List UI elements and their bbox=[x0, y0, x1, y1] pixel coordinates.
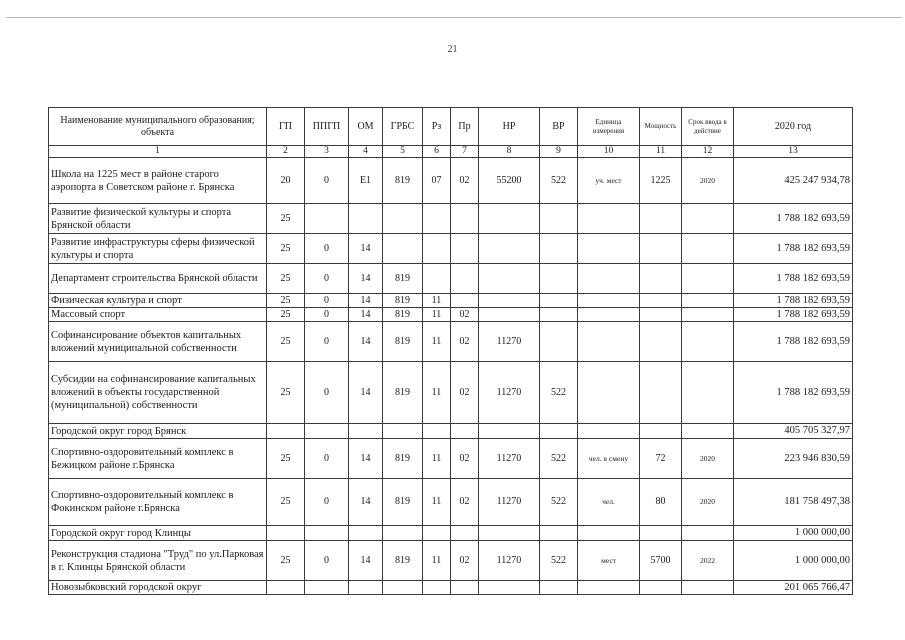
table-cell bbox=[267, 424, 305, 439]
table-cell bbox=[451, 234, 479, 264]
column-number-cell: 4 bbox=[349, 146, 383, 158]
header-cell: ГП bbox=[267, 108, 305, 146]
table-cell: 0 bbox=[305, 234, 349, 264]
table-cell bbox=[451, 264, 479, 294]
header-cell: ВР bbox=[540, 108, 578, 146]
table-cell bbox=[349, 581, 383, 595]
table-cell: 819 bbox=[383, 294, 423, 308]
table-cell: 522 bbox=[540, 158, 578, 204]
table-cell: 0 bbox=[305, 439, 349, 479]
table-cell: 80 bbox=[640, 479, 682, 526]
table-cell: 20 bbox=[267, 158, 305, 204]
table-cell bbox=[640, 526, 682, 541]
table-cell: 14 bbox=[349, 362, 383, 424]
table-cell: 25 bbox=[267, 234, 305, 264]
table-cell bbox=[682, 424, 734, 439]
table-cell bbox=[640, 234, 682, 264]
table-cell bbox=[640, 322, 682, 362]
table-cell bbox=[383, 204, 423, 234]
table-cell bbox=[451, 424, 479, 439]
table-cell: 5700 bbox=[640, 541, 682, 581]
header-cell: ГРБС bbox=[383, 108, 423, 146]
table-cell bbox=[479, 526, 540, 541]
table-cell bbox=[640, 294, 682, 308]
table-cell: 522 bbox=[540, 362, 578, 424]
table-cell bbox=[578, 204, 640, 234]
column-number-cell: 3 bbox=[305, 146, 349, 158]
table-cell: 819 bbox=[383, 479, 423, 526]
column-number-cell: 1 bbox=[49, 146, 267, 158]
table-cell bbox=[682, 264, 734, 294]
object-name-cell: Городской округ город Брянск bbox=[49, 424, 267, 439]
table-cell bbox=[578, 322, 640, 362]
table-cell bbox=[479, 264, 540, 294]
table-cell bbox=[305, 204, 349, 234]
table-cell: 55200 bbox=[479, 158, 540, 204]
table-cell bbox=[423, 424, 451, 439]
table-cell: 0 bbox=[305, 294, 349, 308]
table-cell: 25 bbox=[267, 308, 305, 322]
table-cell: 11 bbox=[423, 362, 451, 424]
amount-cell: 223 946 830,59 bbox=[734, 439, 853, 479]
table-cell bbox=[305, 424, 349, 439]
amount-cell: 1 788 182 693,59 bbox=[734, 322, 853, 362]
table-cell bbox=[451, 294, 479, 308]
table-row bbox=[49, 234, 853, 264]
table-cell: 25 bbox=[267, 322, 305, 362]
table-body bbox=[49, 158, 853, 595]
object-name-cell: Городской округ город Клинцы bbox=[49, 526, 267, 541]
table-cell bbox=[578, 581, 640, 595]
table-cell: 11 bbox=[423, 322, 451, 362]
budget-table bbox=[48, 107, 853, 595]
table-cell bbox=[540, 424, 578, 439]
table-cell: 522 bbox=[540, 541, 578, 581]
table-cell bbox=[267, 526, 305, 541]
table-row bbox=[49, 264, 853, 294]
table-cell: 0 bbox=[305, 541, 349, 581]
table-cell bbox=[383, 424, 423, 439]
table-cell bbox=[423, 234, 451, 264]
table-cell: 11270 bbox=[479, 439, 540, 479]
table-cell: 25 bbox=[267, 264, 305, 294]
table-cell bbox=[640, 424, 682, 439]
table-cell bbox=[578, 526, 640, 541]
table-cell: 819 bbox=[383, 308, 423, 322]
column-number-cell: 2 bbox=[267, 146, 305, 158]
table-row bbox=[49, 479, 853, 526]
table-cell: 02 bbox=[451, 362, 479, 424]
table-cell: 14 bbox=[349, 439, 383, 479]
header-cell: ОМ bbox=[349, 108, 383, 146]
table-header-row bbox=[49, 108, 853, 146]
table-cell: Е1 bbox=[349, 158, 383, 204]
table-cell bbox=[640, 581, 682, 595]
table-cell: чел. bbox=[578, 479, 640, 526]
table-cell bbox=[540, 294, 578, 308]
object-name-cell: Реконструкция стадиона "Труд" по ул.Парковая в г. Клинцы Брянской области bbox=[49, 541, 267, 581]
table-row bbox=[49, 362, 853, 424]
table-cell: 0 bbox=[305, 264, 349, 294]
column-number-cell: 13 bbox=[734, 146, 853, 158]
table-cell: 11 bbox=[423, 479, 451, 526]
table-cell: 522 bbox=[540, 439, 578, 479]
column-number-row bbox=[49, 146, 853, 158]
table-cell bbox=[540, 234, 578, 264]
table-row bbox=[49, 158, 853, 204]
table-cell: 02 bbox=[451, 479, 479, 526]
table-cell bbox=[578, 264, 640, 294]
table-cell bbox=[451, 581, 479, 595]
table-cell: 0 bbox=[305, 362, 349, 424]
table-cell: 1225 bbox=[640, 158, 682, 204]
amount-cell: 181 758 497,38 bbox=[734, 479, 853, 526]
table-cell bbox=[479, 234, 540, 264]
table-cell bbox=[682, 308, 734, 322]
table-cell: 25 bbox=[267, 541, 305, 581]
table-cell: 02 bbox=[451, 308, 479, 322]
header-cell: НР bbox=[479, 108, 540, 146]
table-cell bbox=[479, 204, 540, 234]
table-cell bbox=[349, 526, 383, 541]
table-cell: 0 bbox=[305, 308, 349, 322]
table-cell bbox=[479, 581, 540, 595]
object-name-cell: Субсидии на софинансирование капитальных вложений в объекты государственной (муниципальной) собственности bbox=[49, 362, 267, 424]
table-cell: 2020 bbox=[682, 158, 734, 204]
table-cell bbox=[540, 264, 578, 294]
table-row bbox=[49, 439, 853, 479]
table-row bbox=[49, 526, 853, 541]
table-cell: 11 bbox=[423, 308, 451, 322]
table-cell bbox=[479, 308, 540, 322]
table-cell bbox=[640, 264, 682, 294]
amount-cell: 1 788 182 693,59 bbox=[734, 294, 853, 308]
table-cell bbox=[540, 526, 578, 541]
table-cell bbox=[423, 526, 451, 541]
table-cell: 02 bbox=[451, 439, 479, 479]
table-cell bbox=[451, 526, 479, 541]
table-cell bbox=[540, 581, 578, 595]
table-cell: 25 bbox=[267, 204, 305, 234]
column-number-cell: 12 bbox=[682, 146, 734, 158]
table-cell: 25 bbox=[267, 439, 305, 479]
table-row bbox=[49, 541, 853, 581]
table-cell bbox=[383, 234, 423, 264]
table-cell: 14 bbox=[349, 294, 383, 308]
table-cell: 14 bbox=[349, 479, 383, 526]
table-cell: уч. мест bbox=[578, 158, 640, 204]
object-name-cell: Развитие физической культуры и спорта Брянской области bbox=[49, 204, 267, 234]
table-cell bbox=[383, 526, 423, 541]
table-cell: 0 bbox=[305, 158, 349, 204]
table-cell bbox=[578, 294, 640, 308]
table-cell: 14 bbox=[349, 264, 383, 294]
table-cell bbox=[479, 424, 540, 439]
table-cell bbox=[578, 424, 640, 439]
table-cell bbox=[349, 424, 383, 439]
table-cell bbox=[682, 294, 734, 308]
table-cell: 11 bbox=[423, 439, 451, 479]
table-cell bbox=[540, 204, 578, 234]
table-cell: 819 bbox=[383, 541, 423, 581]
table-cell bbox=[640, 308, 682, 322]
table-row bbox=[49, 581, 853, 595]
column-number-cell: 9 bbox=[540, 146, 578, 158]
table-cell: 819 bbox=[383, 322, 423, 362]
table-cell: 14 bbox=[349, 308, 383, 322]
table-cell bbox=[451, 204, 479, 234]
amount-cell: 1 788 182 693,59 bbox=[734, 362, 853, 424]
object-name-cell: Физическая культура и спорт bbox=[49, 294, 267, 308]
header-cell: Единица измерения bbox=[578, 108, 640, 146]
table-cell: 11270 bbox=[479, 362, 540, 424]
table-cell: 11270 bbox=[479, 479, 540, 526]
header-cell: Наименование муниципального образования; объекта bbox=[49, 108, 267, 146]
table-cell: 819 bbox=[383, 264, 423, 294]
amount-cell: 201 065 766,47 bbox=[734, 581, 853, 595]
table-cell: 02 bbox=[451, 541, 479, 581]
table-cell: 0 bbox=[305, 479, 349, 526]
table-cell: 819 bbox=[383, 158, 423, 204]
table-cell: 11270 bbox=[479, 322, 540, 362]
table-row bbox=[49, 308, 853, 322]
table-cell bbox=[383, 581, 423, 595]
table-cell: 02 bbox=[451, 322, 479, 362]
table-cell: 25 bbox=[267, 479, 305, 526]
table-cell: 25 bbox=[267, 294, 305, 308]
table-cell: 02 bbox=[451, 158, 479, 204]
object-name-cell: Массовый спорт bbox=[49, 308, 267, 322]
header-cell: Рз bbox=[423, 108, 451, 146]
amount-cell: 1 788 182 693,59 bbox=[734, 234, 853, 264]
amount-cell: 405 705 327,97 bbox=[734, 424, 853, 439]
header-cell: ППГП bbox=[305, 108, 349, 146]
table-cell: чел. в смену bbox=[578, 439, 640, 479]
table-cell: 25 bbox=[267, 362, 305, 424]
header-cell: Пр bbox=[451, 108, 479, 146]
page-number: 21 bbox=[447, 44, 458, 55]
table-cell: 2020 bbox=[682, 479, 734, 526]
object-name-cell: Новозыбковский городской округ bbox=[49, 581, 267, 595]
table-cell bbox=[682, 204, 734, 234]
table-cell: 11 bbox=[423, 541, 451, 581]
object-name-cell: Департамент строительства Брянской области bbox=[49, 264, 267, 294]
table-cell: 819 bbox=[383, 439, 423, 479]
table-cell bbox=[682, 581, 734, 595]
table-cell bbox=[267, 581, 305, 595]
table-cell: мест bbox=[578, 541, 640, 581]
column-number-cell: 11 bbox=[640, 146, 682, 158]
table-row bbox=[49, 294, 853, 308]
object-name-cell: Спортивно-оздоровительный комплекс в Бежицком районе г.Брянска bbox=[49, 439, 267, 479]
header-cell: Мощность bbox=[640, 108, 682, 146]
header-cell: Срок ввода в действие bbox=[682, 108, 734, 146]
table-cell: 522 bbox=[540, 479, 578, 526]
column-number-cell: 5 bbox=[383, 146, 423, 158]
amount-cell: 1 788 182 693,59 bbox=[734, 308, 853, 322]
table-cell bbox=[305, 581, 349, 595]
table-cell bbox=[640, 362, 682, 424]
table-row bbox=[49, 204, 853, 234]
object-name-cell: Школа на 1225 мест в районе старого аэропорта в Советском районе г. Брянска bbox=[49, 158, 267, 204]
table-cell: 07 bbox=[423, 158, 451, 204]
table-cell: 14 bbox=[349, 234, 383, 264]
table-cell bbox=[305, 526, 349, 541]
table-cell bbox=[578, 234, 640, 264]
table-cell: 72 bbox=[640, 439, 682, 479]
table-cell: 819 bbox=[383, 362, 423, 424]
table-cell: 14 bbox=[349, 322, 383, 362]
object-name-cell: Спортивно-оздоровительный комплекс в Фокинском районе г.Брянска bbox=[49, 479, 267, 526]
column-number-cell: 10 bbox=[578, 146, 640, 158]
object-name-cell: Софинансирование объектов капитальных вложений муниципальной собственности bbox=[49, 322, 267, 362]
scan-edge-line bbox=[6, 17, 902, 18]
table-cell bbox=[423, 581, 451, 595]
table-cell bbox=[682, 234, 734, 264]
table-cell: 2022 bbox=[682, 541, 734, 581]
column-number-cell: 7 bbox=[451, 146, 479, 158]
table-cell bbox=[682, 322, 734, 362]
table-cell bbox=[540, 322, 578, 362]
amount-cell: 1 788 182 693,59 bbox=[734, 204, 853, 234]
table-cell bbox=[423, 204, 451, 234]
table-cell: 2020 bbox=[682, 439, 734, 479]
table-cell bbox=[682, 362, 734, 424]
table-cell bbox=[578, 308, 640, 322]
table-cell: 14 bbox=[349, 541, 383, 581]
table-row bbox=[49, 424, 853, 439]
table-cell: 0 bbox=[305, 322, 349, 362]
column-number-cell: 8 bbox=[479, 146, 540, 158]
table-cell bbox=[349, 204, 383, 234]
table-cell: 11 bbox=[423, 294, 451, 308]
object-name-cell: Развитие инфраструктуры сферы физической культуры и спорта bbox=[49, 234, 267, 264]
amount-cell: 1 000 000,00 bbox=[734, 526, 853, 541]
table-cell bbox=[682, 526, 734, 541]
table-cell bbox=[640, 204, 682, 234]
header-cell: 2020 год bbox=[734, 108, 853, 146]
table-cell bbox=[423, 264, 451, 294]
table-cell bbox=[540, 308, 578, 322]
column-number-cell: 6 bbox=[423, 146, 451, 158]
amount-cell: 425 247 934,78 bbox=[734, 158, 853, 204]
table-cell bbox=[479, 294, 540, 308]
table-row bbox=[49, 322, 853, 362]
amount-cell: 1 000 000,00 bbox=[734, 541, 853, 581]
table-cell: 11270 bbox=[479, 541, 540, 581]
amount-cell: 1 788 182 693,59 bbox=[734, 264, 853, 294]
table-cell bbox=[578, 362, 640, 424]
